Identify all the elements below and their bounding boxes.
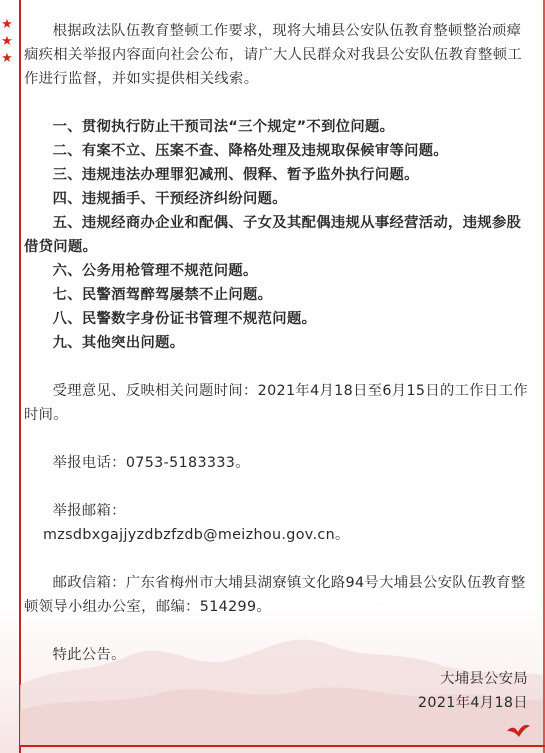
issue-item: 三、违规违法办理罪犯减刑、假释、暂予监外执行问题。 (52, 167, 419, 183)
announcement-body (24, 19, 534, 715)
postal-box: 邮政信箱：广东省梅州市大埔县湖寮镇文化路94号大埔县公安队伍教育整顿领导小组办公室，邮编：514299。 (24, 575, 526, 615)
report-phone: 举报电话：0753-5183333。 (52, 455, 250, 471)
star-icon: ★ (1, 17, 13, 32)
issue-item: 九、其他突出问题。 (52, 335, 185, 351)
bird-icon (505, 719, 531, 741)
signature-date: 2021年4月18日 (417, 695, 528, 711)
issue-item: 八、民警数字身份证书管理不规范问题。 (52, 311, 317, 327)
bottom-frame-line (19, 745, 545, 747)
report-email-address: mzsdbxgajjyzdbzfzdb@meizhou.gov.cn。 (43, 527, 350, 543)
closing-line: 特此公告。 (52, 647, 126, 663)
stars-decoration (0, 16, 14, 67)
issue-item: 六、公务用枪管理不规范问题。 (52, 263, 258, 279)
acceptance-time: 受理意见、反映相关问题时间：2021年4月18日至6月15日的工作日工作时间。 (24, 383, 528, 423)
star-icon: ★ (1, 34, 13, 49)
star-icon: ★ (1, 51, 13, 66)
issue-item: 七、民警酒驾醉驾屡禁不止问题。 (52, 287, 273, 303)
issue-item: 四、违规插手、干预经济纠纷问题。 (52, 191, 287, 207)
issue-item: 二、有案不立、压案不查、降格处理及违规取保候审等问题。 (52, 143, 449, 159)
issue-item: 五、违规经商办企业和配偶、子女及其配偶违规从事经营活动，违规参股借贷问题。 (24, 215, 522, 255)
intro-paragraph: 根据政法队伍教育整顿工作要求，现将大埔县公安队伍教育整顿整治顽瘴痼疾相关举报内容面向社会公布，请广大人民群众对我县公安队伍教育整顿工作进行监督，并如实提供相关线索。 (24, 23, 522, 87)
signature-organization: 大埔县公安局 (440, 671, 528, 687)
report-email-label: 举报邮箱： (52, 503, 126, 519)
issue-item: 一、贯彻执行防止干预司法“三个规定”不到位问题。 (52, 119, 395, 135)
